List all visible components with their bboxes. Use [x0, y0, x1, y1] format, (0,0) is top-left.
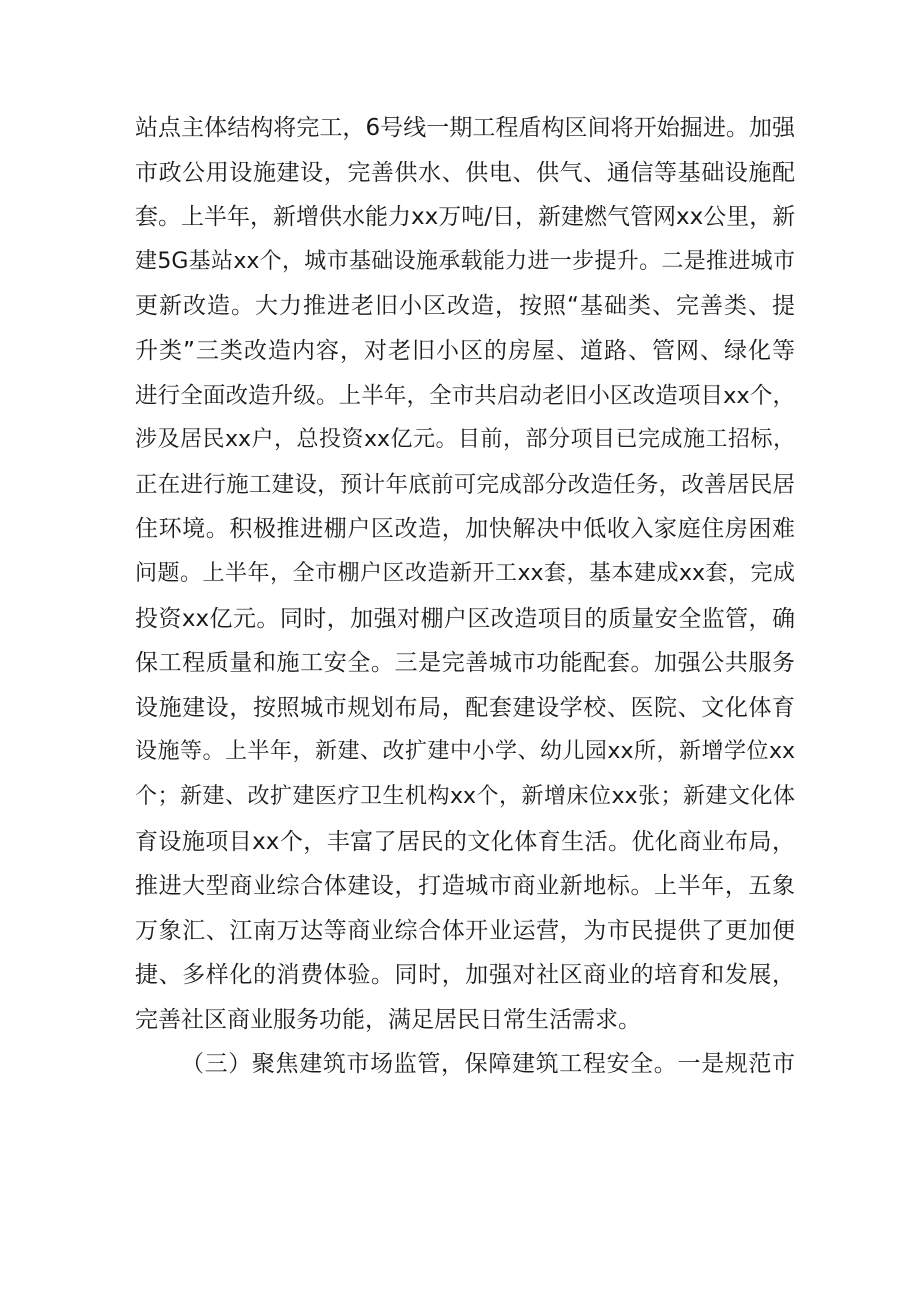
section-heading-line: （三）聚焦建筑市场监管，保障建筑工程安全。一是规范市	[181, 1051, 795, 1078]
text-line: 保工程质量和施工安全。三是完善城市功能配套。加强公共服务	[135, 650, 795, 677]
text-line: 设施建设，按照城市规划布局，配套建设学校、医院、文化体育	[135, 694, 795, 721]
text-line: 站点主体结构将完工，6号线一期工程盾构区间将开始掘进。加强	[135, 115, 795, 141]
text-line: 捷、多样化的消费体验。同时，加强对社区商业的培育和发展，	[135, 962, 795, 989]
body-text	[135, 106, 795, 1087]
text-line: 住环境。积极推进棚户区改造，加快解决中低收入家庭住房困难	[135, 516, 795, 543]
text-line: 万象汇、江南万达等商业综合体开业运营，为市民提供了更加便	[135, 917, 795, 944]
text-line: 育设施项目xx个，丰富了居民的文化体育生活。优化商业布局，	[135, 828, 795, 855]
text-line: 个；新建、改扩建医疗卫生机构xx个，新增床位xx张；新建文化体	[135, 783, 795, 809]
text-line: 正在进行施工建设，预计年底前可完成部分改造任务，改善居民居	[135, 471, 795, 498]
text-line: 更新改造。大力推进老旧小区改造，按照“基础类、完善类、提	[135, 293, 795, 320]
text-line: 套。上半年，新增供水能力xx万吨/日，新建燃气管网xx公里，新	[135, 204, 796, 231]
text-line: 涉及居民xx户，总投资xx亿元。目前，部分项目已完成施工招标，	[135, 427, 795, 453]
text-line: 升类”三类改造内容，对老旧小区的房屋、道路、管网、绿化等	[135, 337, 795, 364]
text-line: 投资xx亿元。同时，加强对棚户区改造项目的质量安全监管，确	[135, 605, 795, 632]
text-line: 推进大型商业综合体建设，打造城市商业新地标。上半年，五象	[135, 873, 795, 900]
text-line: 问题。上半年，全市棚户区改造新开工xx套，基本建成xx套，完成	[135, 560, 795, 586]
paragraph-end-line: 完善社区商业服务功能，满足居民日常生活需求。	[135, 1006, 641, 1033]
text-line: 建5G基站xx个，城市基础设施承载能力进一步提升。二是推进城市	[135, 248, 795, 274]
text-line: 进行全面改造升级。上半年，全市共启动老旧小区改造项目xx个，	[135, 382, 795, 409]
text-line: 市政公用设施建设，完善供水、供电、供气、通信等基础设施配	[135, 159, 795, 186]
text-line: 设施等。上半年，新建、改扩建中小学、幼儿园xx所，新增学位xx	[135, 739, 795, 765]
